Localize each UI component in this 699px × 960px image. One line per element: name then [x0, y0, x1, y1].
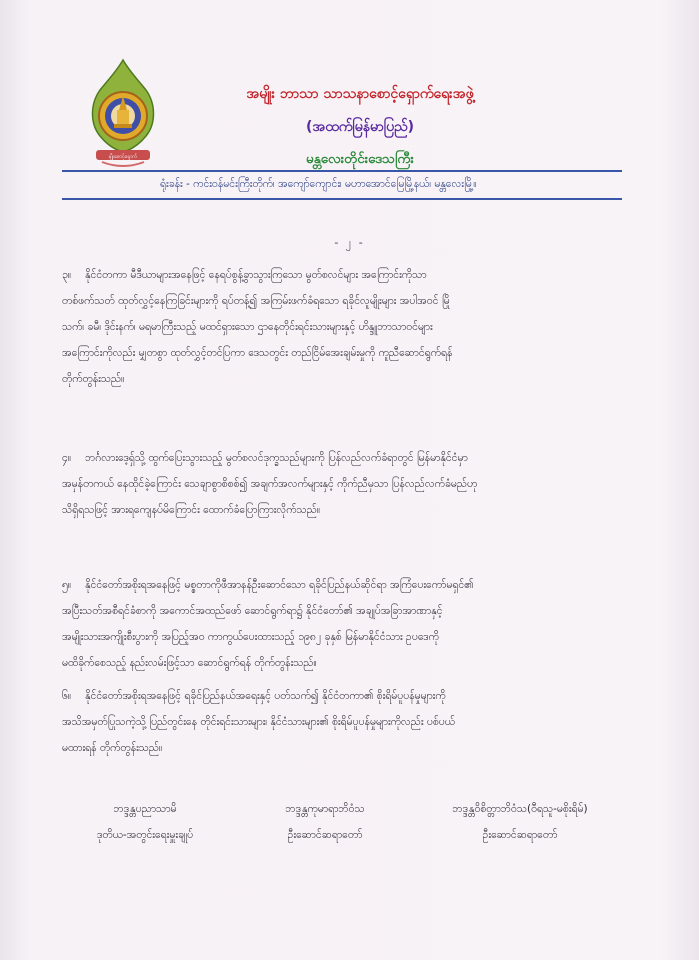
signature-block-1	[60, 796, 230, 848]
paragraph-6	[62, 683, 624, 761]
paragraph-line: တစ်ဖက်သတ် ထုတ်လွှင့်နေကြခြင်းများကို ရပ်တန့်၍ အကြမ်းဖက်ခံရသော ရခိုင်လူမျိုးများ အပါအဝင် မြို	[62, 295, 450, 307]
organization-name: အမျိုး ဘာသာ သာသနာစောင့်ရှောက်ရေးအဖွဲ့	[246, 86, 474, 102]
paragraph-line: ၆။ နိုင်ငံတော်အစိုးရအနေဖြင့် ရခိုင်ပြည်နယ်အရေးနှင့် ပတ်သက်၍ နိုင်ငံတကာ၏ စိုးရိမ်ပူပန်မှုများကို	[62, 690, 446, 702]
signatory-name: ဘဒ္ဒန္တကုမာရာဘိဝံသ	[285, 803, 365, 815]
paragraph-line: မထိခိုက်စေသည့် နည်းလမ်းဖြင့်သာ ဆောင်ရွက်ရန် တိုက်တွန်းသည်။	[62, 657, 317, 669]
signatory-role: ဦးဆောင်ဆရာတော်	[482, 829, 558, 841]
header-rule-top	[62, 170, 622, 172]
paragraph-number: ၄။	[62, 452, 72, 464]
paragraph-number: ၆။	[62, 690, 72, 702]
header-rule-bottom	[62, 198, 622, 200]
paragraph-4	[62, 445, 624, 523]
region-subtitle: (အထက်မြန်မာပြည်)	[305, 119, 415, 135]
paragraph-line: မထားရန် တိုက်တွန်းသည်။	[62, 742, 163, 754]
paragraph-number: ၅။	[62, 579, 72, 591]
signature-block-2	[245, 796, 405, 848]
organization-logo	[88, 58, 158, 170]
paragraph-line: ၃။ နိုင်ငံတကာ မီဒီယာများအနေဖြင့် နေရပ်စွန့်ခွာသွားကြသော မွတ်စလင်များ အကြောင်းကိုသာ	[62, 269, 427, 281]
paragraph-line: အကြောင်းကိုလည်း မျှတစွာ ထုတ်လွှင့်တင်ပြကာ ဒေသတွင်း တည်ငြိမ်အေးချမ်းမှုကို ကူညီဆောင်ရွက်ရန်	[62, 347, 453, 359]
paragraph-5	[62, 572, 624, 676]
paragraph-number: ၃။	[62, 269, 72, 281]
paragraph-line: သက်၊ ခမီ၊ ဒိုင်းနက်၊ မရမာကြီးသည့် မထင်ရှားသော ဌာနေတိုင်းရင်းသားများနှင့် ဟိန္ဒူဘာသာဝင်များ	[62, 321, 433, 333]
paragraph-line: အမျိုးသားအကျိုးစီးပွားကို အပြည့်အဝ ကာကွယ်ပေးထားသည့် ၁၉၈၂ ခုနှစ် မြန်မာနိုင်ငံသား ဥပဒေကို	[62, 631, 439, 643]
signatory-role: ဦးဆောင်ဆရာတော်	[287, 829, 363, 841]
location-subtitle: မန္တလေးတိုင်းဒေသကြီး	[306, 151, 414, 167]
signatory-role: ဒုတိယ-အတွင်းရေးမှူးချုပ်	[96, 829, 194, 841]
paragraph-line: အသိအမှတ်ပြုသကဲ့သို့ ပြည်တွင်းနေ တိုင်းရင်းသားများ၊ နိုင်ငံသားများ၏ စိုးရိမ်ပူပန်မှုများကိုလည်း ပစ်ပယ်	[62, 716, 455, 728]
logo-caption: မျိုးစောင့်ရှောက်	[108, 154, 138, 160]
paragraph-line: သိရှိရသဖြင့် အားရကျေနပ်မိကြောင်း ထောက်ခံပြောကြားလိုက်သည်။	[62, 504, 321, 516]
signatory-name: ဘဒ္ဒန္တဝိစိတ္တာဘိဝံသ(ဝီရသူ-မစိုးရိမ်)	[452, 803, 588, 815]
paragraph-line: အပြီးသတ်အစီရင်ခံစာကို အကောင်အထည်ဖော် ဆောင်ရွက်ရာ၌ နိုင်ငံတော်၏ အချုပ်အခြာအာဏာနှင့်	[62, 605, 443, 617]
paragraph-3	[62, 262, 624, 392]
paragraph-line: တိုက်တွန်းသည်။	[62, 373, 125, 385]
paragraph-line: ၄။ ဘင်္ဂလားဒေ့ရှ်သို့ ထွက်ပြေးသွားသည့် မွတ်စလင်ဒုက္ခသည်များကို ပြန်လည်လက်ခံရာတွင် မြန်မာနိုင်ငံမှာ	[62, 452, 468, 464]
signatory-name: ဘဒ္ဒန္တပညာသာမိ	[113, 803, 177, 815]
signature-block-3	[405, 796, 635, 848]
paragraph-line: ၅။ နိုင်ငံတော်အစိုးရအနေဖြင့် မစ္စတာကိုဖီအာနန်ဦးဆောင်သော ရခိုင်ပြည်နယ်ဆိုင်ရာ အကြံပေးကော်မရှင်၏	[62, 579, 474, 591]
office-address: ရုံးခန်း - ကင်းဝန်မင်းကြီးတိုက်၊ အကျော်ကျောင်း၊ မဟာအောင်မြေမြို့နယ်၊ မန္တလေးမြို့။	[160, 178, 477, 190]
paragraph-line: အမှန်တကယ် နေထိုင်ခဲ့ကြောင်း သေချာစွာစိစစ်၍ အချက်အလက်များနှင့် ကိုက်ညီမှသာ ပြန်လည်လက်ခံမည်ဟု	[62, 478, 478, 490]
page-number: - ၂ -	[334, 236, 365, 249]
